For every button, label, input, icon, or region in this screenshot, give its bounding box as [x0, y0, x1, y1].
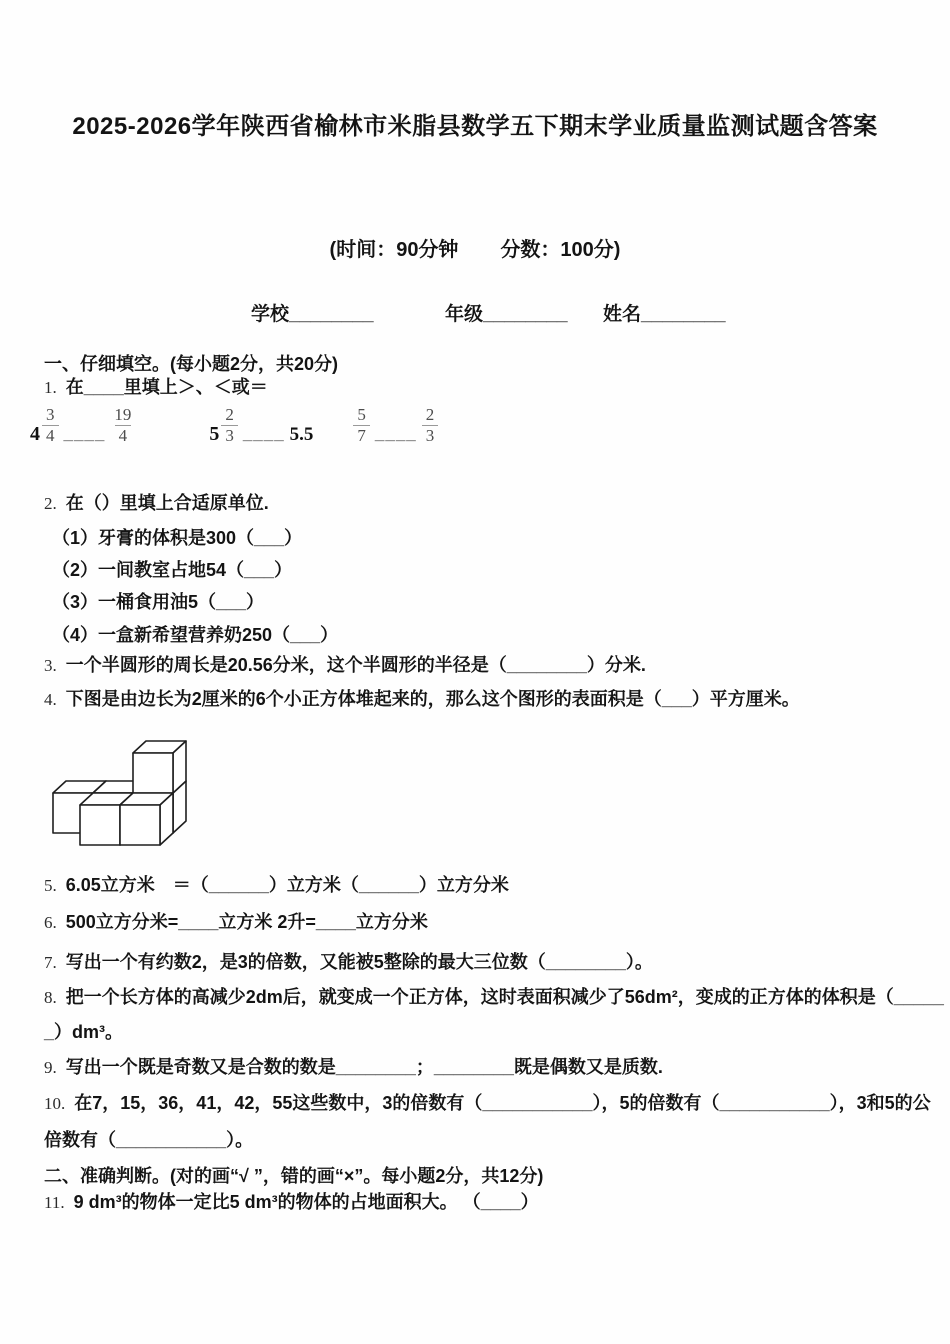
page-title: 2025-2026学年陕西省榆林市米脂县数学五下期末学业质量监测试题含答案: [72, 113, 878, 140]
fraction-numerator: 2: [425, 405, 435, 424]
question-11: [44, 1191, 539, 1214]
question-5: [44, 874, 509, 897]
fraction-numerator: 3: [46, 405, 55, 424]
cubes-figure-svg: [43, 740, 195, 852]
question-6: [44, 911, 428, 934]
question-10-line-2: 倍数有（___________）。: [44, 1130, 254, 1150]
decimal-value: 5.5: [289, 424, 314, 446]
fraction: [42, 405, 59, 445]
question-2-sub-2: （2）一间教室占地54（___）: [52, 560, 293, 580]
question-6-number: 6.: [44, 913, 57, 932]
question-2-sub-4: （4）一盒新希望营养奶250（___）: [52, 625, 339, 645]
section2-heading: 二、准确判断。(对的画“√ ”，错的画“×”。每小题2分，共12分): [44, 1166, 544, 1186]
compare-group-3: [351, 405, 440, 445]
question-6-text: 500立方分米=____立方米 2升=____立方分米: [65, 912, 428, 932]
question-11-number: 11.: [44, 1193, 65, 1212]
question-2-number: 2.: [44, 494, 57, 513]
fraction-numerator: 2: [225, 405, 234, 424]
cube: [120, 793, 173, 845]
question-4: [44, 688, 800, 711]
question-2-text: 在（）里填上合适原单位.: [65, 493, 269, 513]
question-8-line-2: _）dm³。: [44, 1022, 124, 1042]
question-5-text: 6.05立方米 ＝（______）立方米（______）立方分米: [65, 875, 509, 895]
fraction-numerator: 5: [357, 405, 366, 424]
fraction-denominator: 4: [115, 425, 132, 446]
question-9: [44, 1056, 663, 1079]
question-2-sub-3: （3）一桶食用油5（___）: [52, 592, 265, 612]
fraction: [422, 405, 439, 445]
question-10-text: 在7，15，36，41，42，55这些数中，3的倍数有（___________），5的倍数有（___________），3和5的公: [74, 1093, 931, 1113]
section1-heading: 一、仔细填空。(每小题2分，共20分): [44, 354, 339, 374]
question-8-line-1: [44, 986, 944, 1009]
question-7-text: 写出一个有约数2，是3的倍数，又能被5整除的最大三位数（________）。: [65, 952, 653, 972]
answer-blank: ____: [242, 424, 285, 444]
question-4-text: 下图是由边长为2厘米的6个小正方体堆起来的，那么这个图形的表面积是（___）平方厘米。: [65, 689, 800, 709]
question-7: [44, 951, 653, 974]
fraction-denominator: 3: [422, 425, 439, 446]
question-1-number: 1.: [44, 378, 57, 397]
exam-info-line: [0, 233, 950, 262]
fraction-denominator: 4: [42, 425, 59, 446]
fraction-numerator: 19: [114, 405, 132, 424]
name-field: 姓名________: [603, 304, 726, 325]
question-9-number: 9.: [44, 1058, 57, 1077]
question-2-sub-1: （1）牙膏的体积是300（___）: [52, 528, 303, 548]
compare-group-1: [30, 405, 137, 445]
grade-field: 年级________: [445, 304, 568, 325]
question-10-line-1: [44, 1092, 931, 1115]
question-11-text: 9 dm³的物体一定比5 dm³的物体的占地面积大。 （____）: [73, 1192, 539, 1212]
question-3-text: 一个半圆形的周长是20.56分米，这个半圆形的半径是（________）分米.: [65, 655, 646, 675]
time-label: (时间：90分钟: [329, 239, 459, 261]
cube: [133, 741, 186, 793]
fraction-denominator: 7: [353, 425, 370, 446]
fraction: [353, 405, 370, 445]
answer-blank: ____: [374, 424, 417, 444]
school-field: 学校________: [251, 304, 374, 325]
question-7-number: 7.: [44, 953, 57, 972]
compare-group-2: [209, 405, 313, 445]
question-3: [44, 654, 646, 677]
fraction-compare-row: [30, 405, 440, 445]
question-8-number: 8.: [44, 988, 57, 1007]
question-3-number: 3.: [44, 656, 57, 675]
student-info-line: [0, 299, 950, 323]
fraction: [221, 405, 238, 445]
answer-blank: ____: [63, 424, 106, 444]
question-9-text: 写出一个既是奇数又是合数的数是________；________既是偶数又是质数.: [65, 1057, 663, 1077]
cubes-figure: [43, 740, 195, 857]
question-1: [44, 376, 268, 399]
question-4-number: 4.: [44, 690, 57, 709]
question-2: [44, 492, 269, 515]
fraction-denominator: 3: [221, 425, 238, 446]
whole-number: 4: [30, 423, 40, 446]
question-1-text: 在____里填上＞、＜或＝: [65, 377, 268, 397]
whole-number: 5: [209, 423, 220, 446]
score-label: 分数：100分): [500, 239, 621, 261]
question-10-number: 10.: [44, 1094, 66, 1113]
fraction: [110, 405, 135, 445]
question-5-number: 5.: [44, 876, 57, 895]
question-8-text: 把一个长方体的高减少2dm后，就变成一个正方体，这时表面积减少了56dm²，变成的正方体的体积是（_____: [65, 987, 944, 1007]
